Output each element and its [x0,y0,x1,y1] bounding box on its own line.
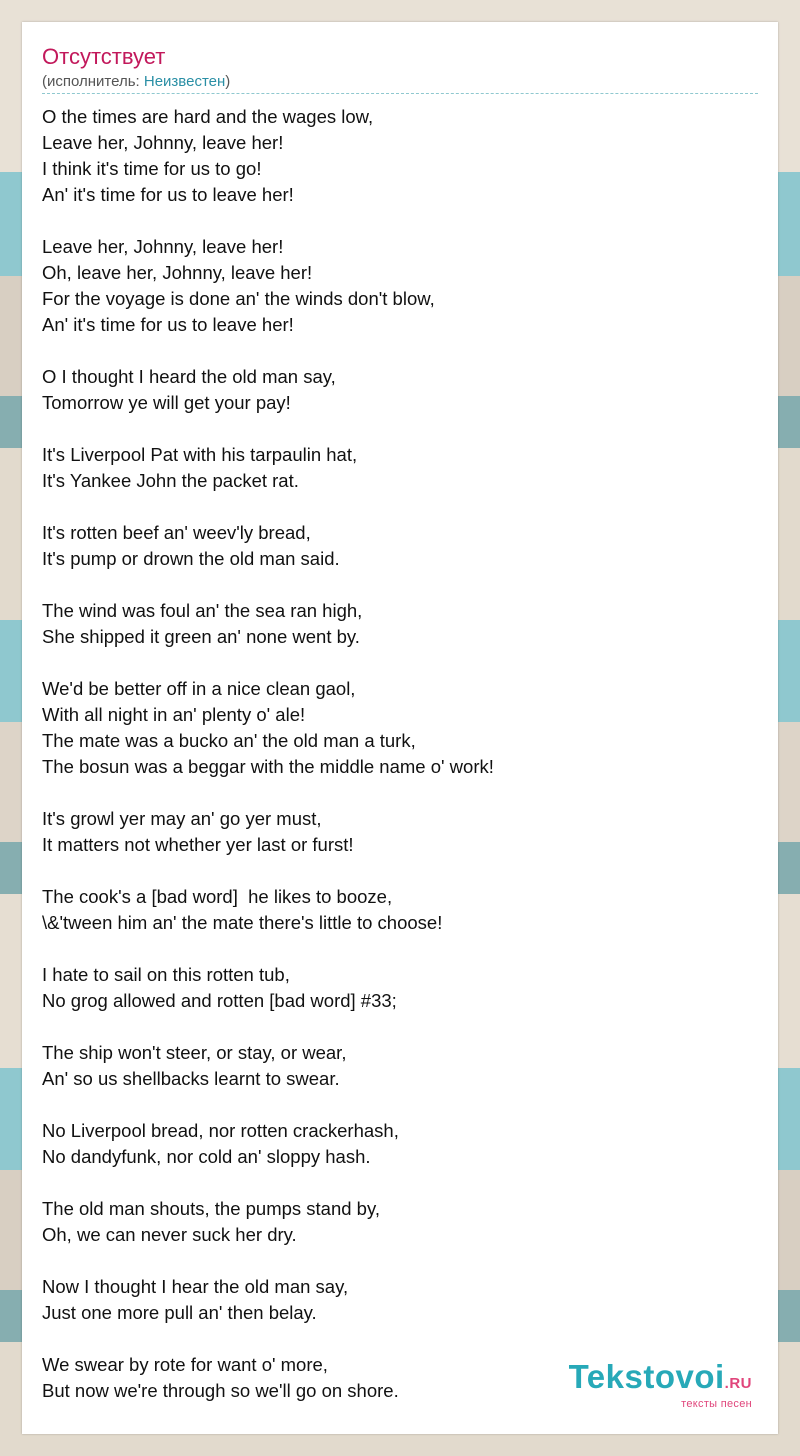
lyrics-stanza [42,1196,758,1248]
lyrics-line: Oh, we can never suck her dry. [42,1224,297,1245]
site-logo[interactable] [569,1360,752,1410]
lyrics-stanza [42,234,758,338]
lyrics-line: The old man shouts, the pumps stand by, [42,1198,380,1219]
lyrics-line: With all night in an' plenty o' ale! [42,704,306,725]
lyrics-line: Leave her, Johnny, leave her! [42,132,284,153]
lyrics-stanza [42,676,758,780]
lyrics-line: It matters not whether yer last or furst! [42,834,354,855]
lyrics-stanza [42,104,758,208]
lyrics-line: The ship won't steer, or stay, or wear, [42,1042,347,1063]
lyrics-card [22,22,778,1434]
lyrics-line: We'd be better off in a nice clean gaol, [42,678,356,699]
lyrics-text [42,104,758,1430]
lyrics-line: The mate was a bucko an' the old man a turk, [42,730,416,751]
logo-tagline: тексты песен [681,1398,752,1410]
lyrics-line: O I thought I heard the old man say, [42,366,336,387]
lyrics-line: It's rotten beef an' weev'ly bread, [42,522,311,543]
lyrics-line: The cook's a [bad word] he likes to booze, [42,886,393,907]
lyrics-line: The bosun was a beggar with the middle name o' work! [42,756,494,777]
lyrics-line: We swear by rote for want o' more, [42,1354,328,1375]
lyrics-line: It's Yankee John the packet rat. [42,470,299,491]
lyrics-stanza [42,598,758,650]
lyrics-line: Oh, leave her, Johnny, leave her! [42,262,313,283]
lyrics-line: Tomorrow ye will get your pay! [42,392,291,413]
lyrics-line: She shipped it green an' none went by. [42,626,360,647]
artist-prefix: (исполнитель: [42,73,144,90]
lyrics-line: Now I thought I hear the old man say, [42,1276,349,1297]
logo-name: Tekstovoi [568,1358,725,1395]
logo-tld: .RU [724,1375,752,1392]
lyrics-line: For the voyage is done an' the winds don't blow, [42,288,435,309]
lyrics-line: The wind was foul an' the sea ran high, [42,600,363,621]
lyrics-stanza [42,364,758,416]
lyrics-line: No Liverpool bread, nor rotten crackerhash, [42,1120,399,1141]
lyrics-line: No grog allowed and rotten [bad word] #33; [42,990,397,1011]
lyrics-stanza [42,806,758,858]
lyrics-line: But now we're through so we'll go on shore. [42,1380,399,1401]
lyrics-line: It's pump or drown the old man said. [42,548,340,569]
lyrics-line: O the times are hard and the wages low, [42,106,374,127]
lyrics-line: An' it's time for us to leave her! [42,184,294,205]
lyrics-line: An' it's time for us to leave her! [42,314,294,335]
artist-suffix: ) [225,73,231,90]
lyrics-line: \&'tween him an' the mate there's little to choose! [42,912,443,933]
title-divider [42,93,758,94]
lyrics-line: No dandyfunk, nor cold an' sloppy hash. [42,1146,371,1167]
lyrics-stanza [42,1040,758,1092]
lyrics-line: It's Liverpool Pat with his tarpaulin hat, [42,444,358,465]
lyrics-stanza [42,1274,758,1326]
lyrics-line: I hate to sail on this rotten tub, [42,964,290,985]
artist-line [42,72,230,92]
lyrics-line: It's growl yer may an' go yer must, [42,808,322,829]
lyrics-stanza [42,442,758,494]
lyrics-line: Leave her, Johnny, leave her! [42,236,284,257]
lyrics-stanza [42,884,758,936]
logo-wordmark [569,1360,752,1401]
lyrics-line: An' so us shellbacks learnt to swear. [42,1068,340,1089]
lyrics-line: Just one more pull an' then belay. [42,1302,317,1323]
lyrics-stanza [42,1118,758,1170]
song-title: Отсутствует [42,44,166,69]
lyrics-stanza [42,962,758,1014]
artist-link[interactable]: Неизвестен [143,73,226,90]
lyrics-line: I think it's time for us to go! [42,158,262,179]
lyrics-stanza [42,520,758,572]
